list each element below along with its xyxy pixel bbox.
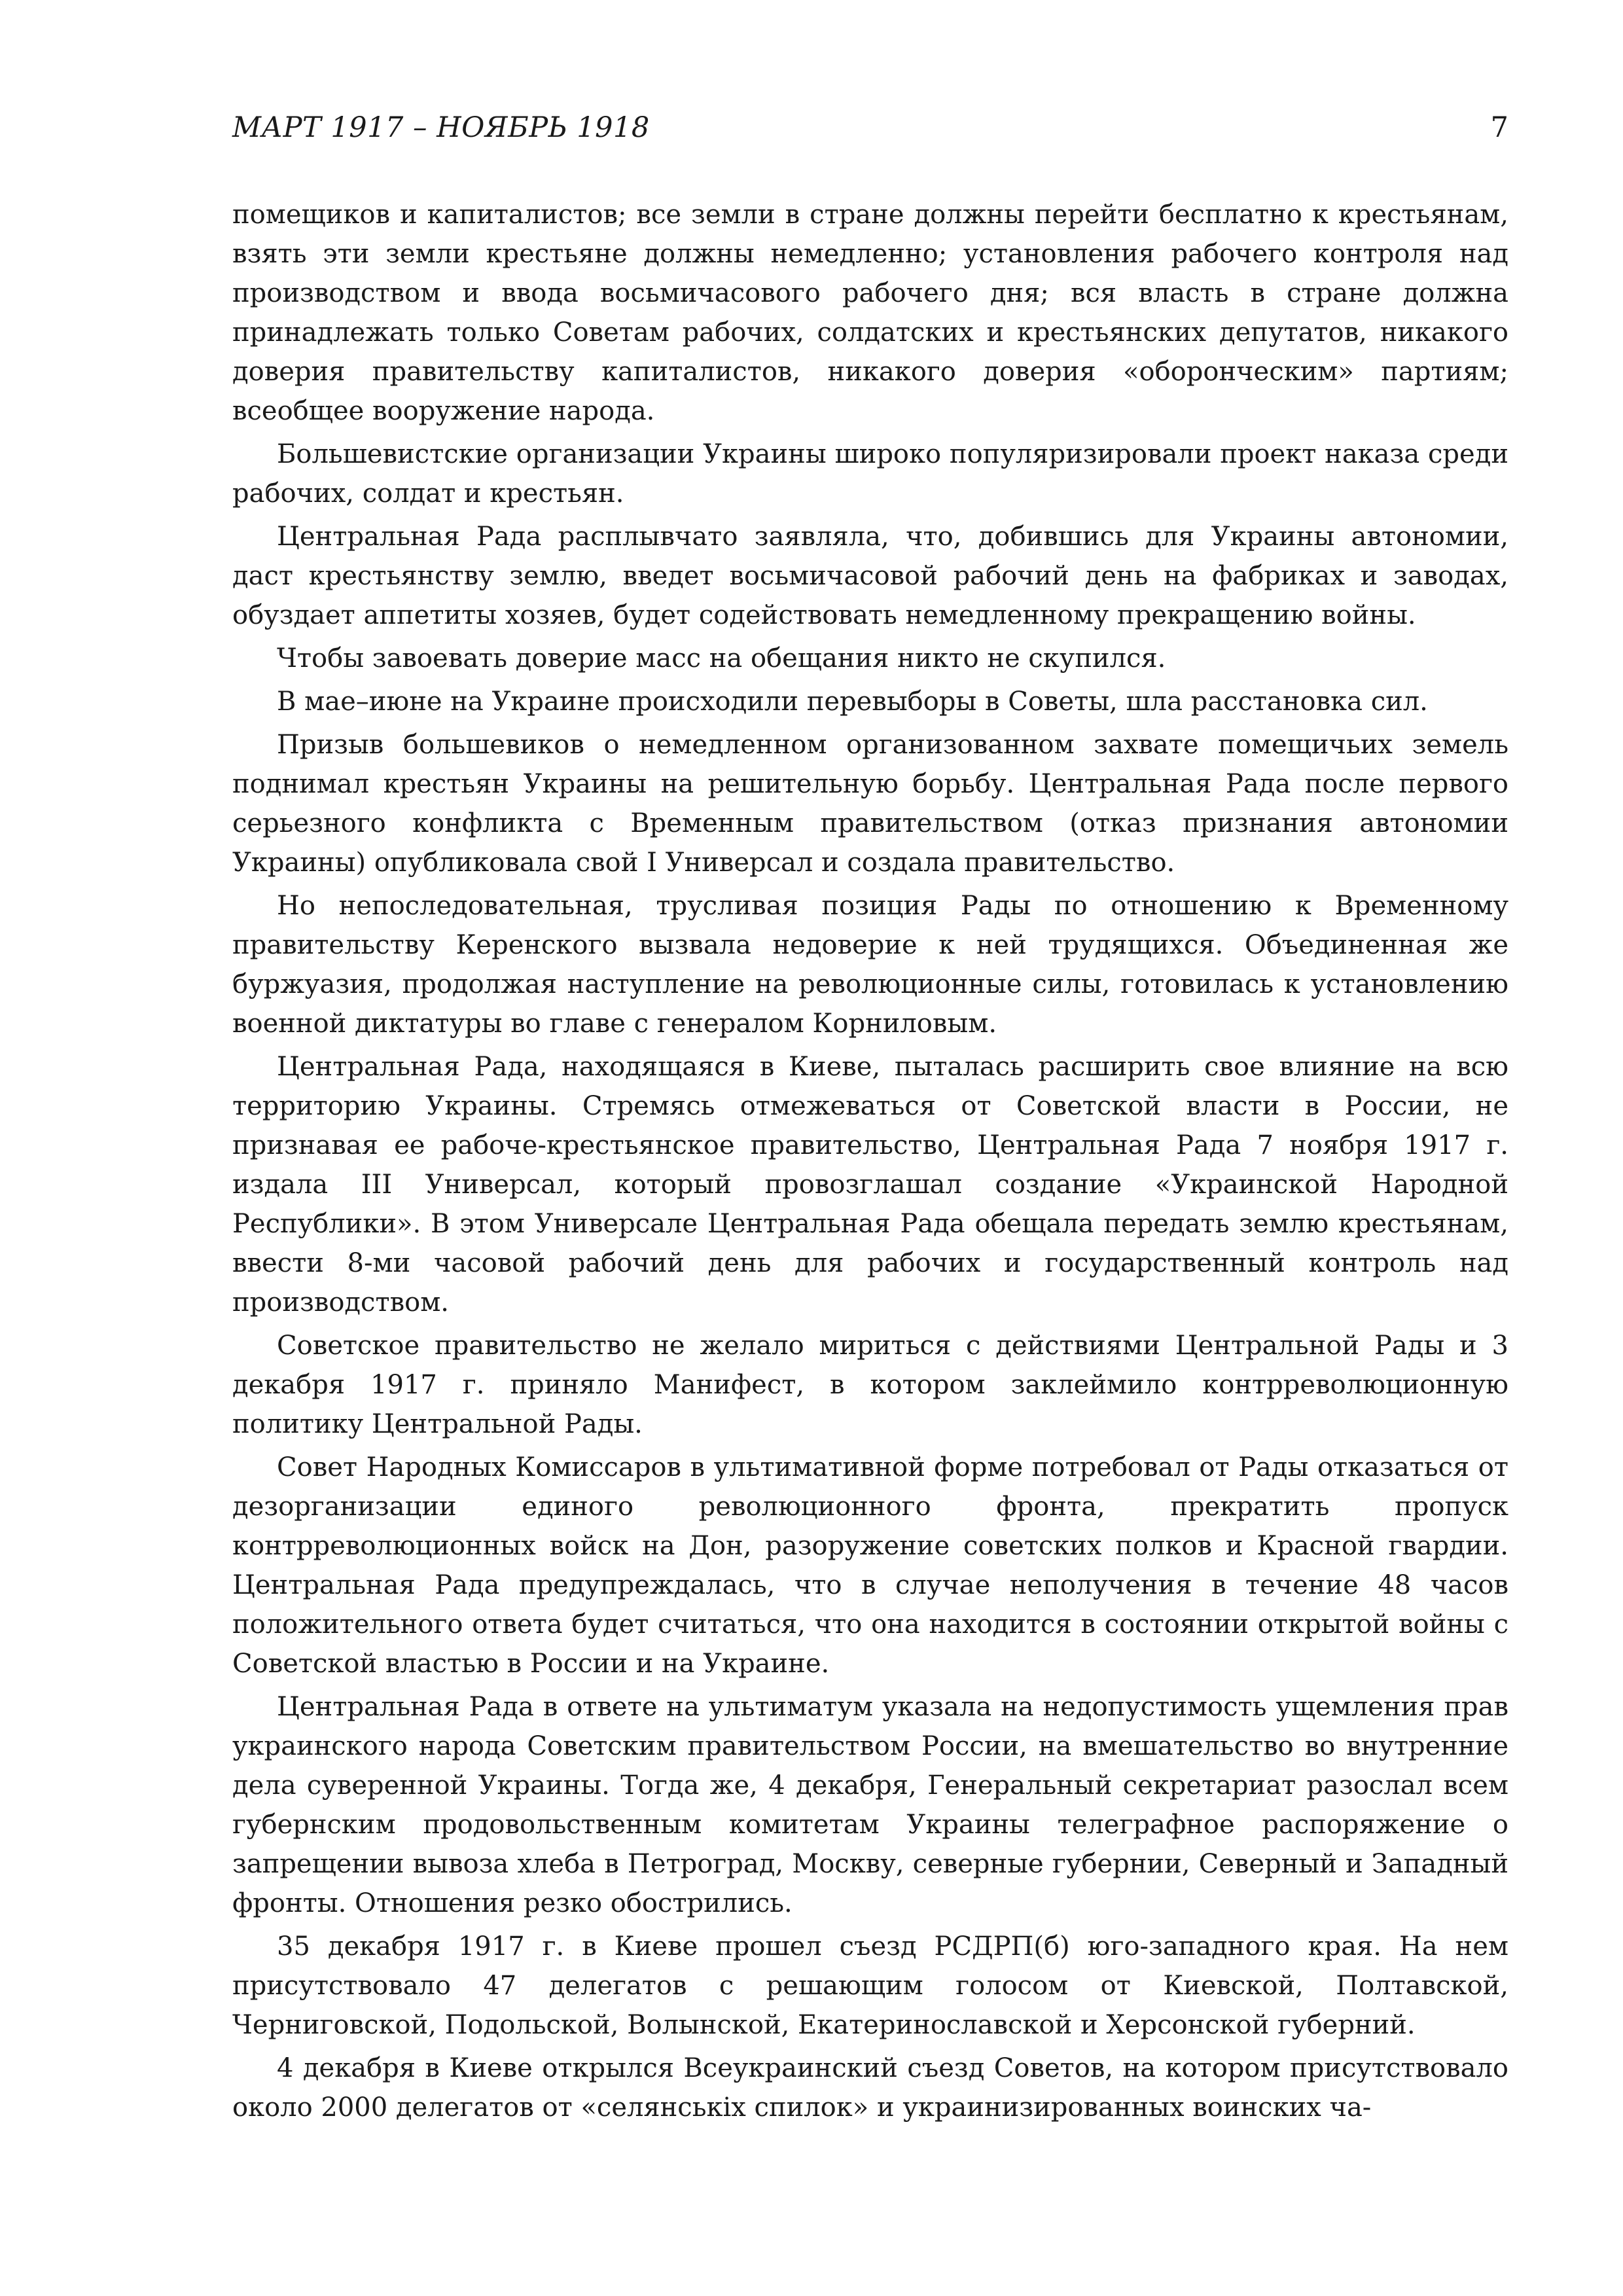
paragraph: 4 декабря в Киеве открылся Всеукраинский съезд Советов, на котором присутствовало около 2000 делегатов от «селянськiх спилок» и украинизированных воинских ча- <box>232 2053 1508 2123</box>
paragraph: помещиков и капиталистов; все земли в стране должны перейти бесплатно к крестьянам, взять эти земли крестьяне должны немедленно; установления рабочего контроля над производством и ввода восьмичасового рабочего дня; вся власть в стране должна принадлежать только Советам рабочих, солдатских и крестьянских депутатов, никакого доверия правительству капиталистов, никакого доверия «оборонческим» партиям; всеобщее вооружение народа. <box>232 200 1508 426</box>
paragraph: Но непоследовательная, трусливая позиция Рады по отношению к Временному правительству Керенского вызвала недоверие к ней трудящихся. Объединенная же буржуазия, продолжая наступление на революционные силы, готовилась к установлению военной диктатуры во главе с генералом Корниловым. <box>232 891 1508 1039</box>
paragraph: Чтобы завоевать доверие масс на обещания никто не скупился. <box>277 643 1166 673</box>
paragraph: Центральная Рада в ответе на ультиматум указала на недопустимость ущемления прав украинского народа Советским правительством России, на вмешательство во внутренние дела суверенной Украины. Тогда же, 4 декабря, Генеральный секретариат разослал всем губернским продовольственным комитетам Украины телеграфное распоряжение о запрещении вывоза хлеба в Петроград, Москву, северные губернии, Северный и Западный фронты. Отношения резко обострились. <box>232 1692 1508 1918</box>
body-text <box>232 195 1508 2131</box>
paragraph: Большевистские организации Украины широко популяризировали проект наказа среди рабочих, солдат и крестьян. <box>232 439 1508 509</box>
paragraph: Советское правительство не желало мириться с действиями Центральной Рады и 3 декабря 1917 г. приняло Манифест, в котором заклеймило контрреволюционную политику Центральной Рады. <box>232 1331 1508 1439</box>
paragraph: Совет Народных Комиссаров в ультимативной форме потребовал от Рады отказаться от дезорганизации единого революционного фронта, прекратить пропуск контрреволюционных войск на Дон, разоружение советских полков и Красной гвардии. Центральная Рада предупреждалась, что в случае неполучения в течение 48 часов положительного ответа будет считаться, что она находится в состоянии открытой войны с Советской властью в России и на Украине. <box>232 1452 1508 1679</box>
running-head <box>232 105 1508 151</box>
page-number: 7 <box>1490 111 1508 144</box>
paragraph: В мае–июне на Украине происходили перевыборы в Советы, шла расстановка сил. <box>277 687 1428 717</box>
paragraph: Центральная Рада, находящаяся в Киеве, пыталась расширить свое влияние на всю территорию Украины. Стремясь отмежеваться от Советской власти в России, не признавая ее рабоче-крестьянское правительство, Центральная Рада 7 ноября 1917 г. издала III Универсал, который провозглашал создание «Украинской Народной Республики». В этом Универсале Центральная Рада обещала передать землю крестьянам, ввести 8-ми часовой рабочий день для рабочих и государственный контроль над производством. <box>232 1052 1508 1318</box>
paragraph: 35 декабря 1917 г. в Киеве прошел съезд РСДРП(б) юго-западного края. На нем присутствовало 47 делегатов с решающим голосом от Киевской, Полтавской, Черниговской, Подольской, Волынской, Екатеринославской и Херсонской губерний. <box>232 1931 1508 2040</box>
paragraph: Призыв большевиков о немедленном организованном захвате помещичьих земель поднимал крестьян Украины на решительную борьбу. Центральная Рада после первого серьезного конфликта с Временным правительством (отказ признания автономии Украины) опубликовала свой I Универсал и создала правительство. <box>232 730 1508 878</box>
paragraph: Центральная Рада расплывчато заявляла, что, добившись для Украины автономии, даст крестьянству землю, введет восьмичасовой рабочий день на фабриках и заводах, обуздает аппетиты хозяев, будет содействовать немедленному прекращению войны. <box>232 522 1508 630</box>
running-title: МАРТ 1917 – НОЯБРЬ 1918 <box>232 111 650 144</box>
